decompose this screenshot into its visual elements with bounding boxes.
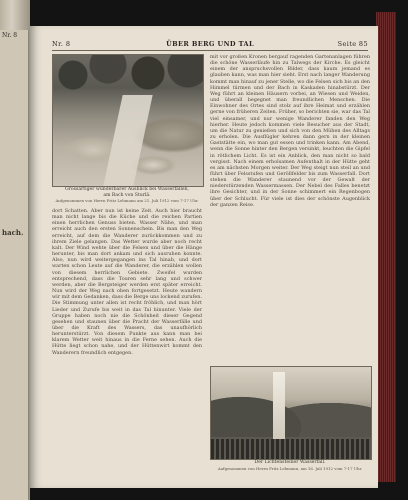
running-head [52,40,368,51]
magazine-title: ÜBER BERG UND TAL [166,40,254,48]
page-stack-edge [376,12,396,482]
magazine-page [30,26,378,488]
body-text-right: mit vor großen Kronen bergauf ragenden Gartenanlagen führen die schöne Wasserläufe hin zu Talwegs der Kirche. Es gleicht einem der anspruchsvollen Bilder, dass kaum jemand es glauben kann, was man hier sieht. Erst nach langer Wanderung kommt man hinauf zu jener Stelle, wo die Felsen sich bis an den Himmel türmen und der Bach in Kaskaden hinabstürzt. Der Weg führt an kleinen Häusern vorbei, an Wiesen und Weiden, und überall begegnet man freundlichen Menschen. Die Einwohner des Ortes sind stolz auf ihre Heimat und erzählen gerne von früheren Zeiten. Früher, so berichten sie, war das Tal viel einsamer, und nur wenige Wanderer fanden den Weg hierher. Heute jedoch kommen viele Besucher aus der Stadt, um die Natur zu genießen und sich von den Mühen des Alltags zu erholen. Die Ausflügler kehren dann gern in der kleinen Gaststätte ein, wo man gut essen und trinken kann. Am Abend, wenn die Sonne hinter den Bergen versinkt, leuchten die Gipfel in rötlichem Licht. Es ist ein Anblick, den man nicht so bald vergisst. Nach einem erholsamen Aufenthalt in der Hütte geht es am nächsten Morgen weiter. Der Weg steigt nun steil an und führt über Felsstufen und Geröllfelder bis zum Wasserfall. Dort stehen die Wanderer staunend vor der Gewalt der niederstürzenden Wassermassen. Der Nebel des Falles benetzt ihre Gesichter, und in der Sonne schimmert ein Regenbogen über der Schlucht. Für viele ist dies der schönste Augenblick der ganzen Reise. [210,54,370,208]
figure-caption-1-title2: am Bach von Sturlä. [103,192,151,198]
figure-caption-1-credit: Aufgenommen von Herrn Fritz Lehmann am 21. Juli 1912 vom 7-17 Uhr. [55,198,199,204]
body-text-left: dort Schatten. Aber nun ist keine Zeit. Auch hier braucht man nicht lange bis die Küche und die reichen Partien einen herrlichen Genuss bieten. Wasser Nähe, und man erreicht auch den ersten Sonnenschein. Bis man den Weg erreicht, auf dem die Wanderer zurückkommen und zu ihrem Ziele gelangen. Das Wetter wurde aber noch recht kalt. Der Wind wehte über die Felsen und über die Hänge herunter, bis man dort ankam und sich ausruhen konnte. Also, nun wird weitergegangen ins Tal hinab, und dort warten schon Leute auf die Wanderer, die erzählen wollen von diesem herrlichen Gebiete. Zweifel wurden entsprechend, dass die Touren sehr lang und schwer werden, aber die Bergsteiger werden erst später erreicht. Nun wird der Weg nach oben fortgesetzt. Heute wandern wir mit dem Gedanken, dass die Berge uns lockend zurufen. Die Stimmung unter allen ist recht fröhlich, und man hört Lieder und Zurufe bis weit in das Tal hinunter. Viele der Gruppe haben noch nie die Schönheit dieser Gegend gesehen und staunen über die Pracht der Wasserfälle und über die Kraft des Wassers, das unaufhörlich herunterstürzt. Von diesem Punkte aus kann man bei klarem Wetter weit hinaus in die Ferne sehen. Auch die Hütte liegt schon nahe, und der Hüttenwirt kommt den Wanderern freundlich entgegen. [52,208,202,356]
text-column-right [210,54,370,362]
text-column-left [52,208,202,478]
figure-caption-2 [210,460,370,471]
page-number: Seite 85 [337,40,368,48]
previous-page-header: Nr. 8 [2,32,18,39]
lichtenstein-waterfall-photo [210,366,372,460]
previous-page-fragment: hach. [2,228,24,237]
issue-number: Nr. 8 [52,40,71,48]
figure-caption-1 [52,187,202,204]
previous-page-edge [0,30,29,500]
waterfall-shape [273,372,285,442]
figure-caption-1-title: Grossartiger wunderbarer Ausblick bei Wasserfällen, [65,187,189,192]
figure-caption-2-title: Der Lichtensteiner Wasserfall. [254,460,326,465]
hill-shape [211,387,371,437]
waterfall-photo [52,54,204,187]
crowd-shape [211,439,371,459]
figure-caption-2-credit: Aufgenommen von Herrn Fritz Lehmann, am 16. Juli 1912 vom 7-17 Uhr. [217,465,363,471]
